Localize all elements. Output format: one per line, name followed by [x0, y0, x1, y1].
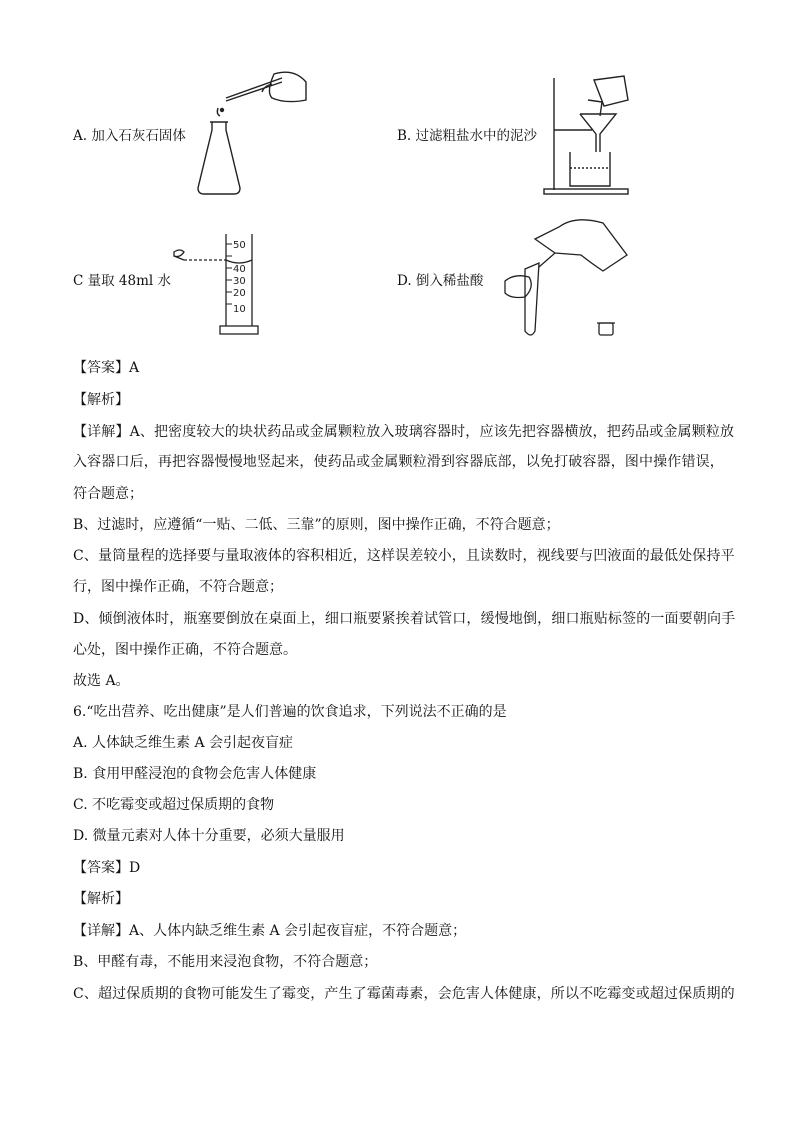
q5-explanation-b: B、过滤时，应遵循“一贴、二低、三靠”的原则，图中操作正确，不符合题意； — [73, 517, 560, 533]
option-c-label: C 量取 48ml 水 — [73, 273, 172, 289]
q5-explanation-c-2: 行，图中操作正确，不符合题意； — [73, 579, 283, 595]
q5-explanation-a-2: 入容器口后，再把容器慢慢地竖起来，使药品或金属颗粒滑到容器底部，以免打破容器，图中操作错误， — [73, 454, 724, 470]
q6-analysis-heading: 【解析】 — [73, 891, 129, 907]
q5-explanation-a-3: 符合题意； — [73, 486, 143, 502]
q5-explanation-a-1: 【详解】A、把密度较大的块状药品或金属颗粒放入玻璃容器时，应该先把容器横放，把药品或金属颗粒放 — [73, 424, 735, 440]
figure-d-pouring — [495, 215, 635, 345]
q6-explanation-a: 【详解】A、人体内缺乏维生素 A 会引起夜盲症，不符合题意； — [73, 923, 467, 939]
q6-option-a: A. 人体缺乏维生素 A 会引起夜盲症 — [73, 735, 294, 751]
q6-explanation-b: B、甲醛有毒，不能用来浸泡食物，不符合题意； — [73, 954, 378, 970]
option-a-label: A. 加入石灰石固体 — [73, 128, 186, 144]
figure-a-flask-tweezers — [190, 70, 310, 198]
q6-option-c: C. 不吃霉变或超过保质期的食物 — [73, 797, 275, 813]
cylinder-tick-50: 50 — [233, 240, 246, 251]
q5-explanation-d-1: D、倾倒液体时，瓶塞要倒放在桌面上，细口瓶要紧挨着试管口，缓慢地倒，细口瓶贴标签的一面要朝向手 — [73, 611, 736, 627]
cylinder-tick-40: 40 — [233, 264, 246, 275]
figure-c-graduated-cylinder — [170, 230, 270, 338]
q5-conclusion: 故选 A。 — [73, 673, 130, 689]
q5-analysis-heading: 【解析】 — [73, 392, 129, 408]
cylinder-tick-10: 10 — [233, 304, 246, 315]
q6-option-b: B. 食用甲醛浸泡的食物会危害人体健康 — [73, 766, 317, 782]
cylinder-tick-20: 20 — [233, 288, 246, 299]
option-d-label: D. 倒入稀盐酸 — [397, 273, 484, 289]
q5-explanation-d-2: 心处，图中操作正确，不符合题意。 — [73, 642, 297, 658]
q5-answer: 【答案】A — [73, 360, 140, 376]
option-b-label: B. 过滤粗盐水中的泥沙 — [397, 128, 538, 144]
cylinder-tick-30: 30 — [233, 276, 246, 287]
q6-answer: 【答案】D — [73, 860, 141, 876]
figure-b-filtration — [540, 72, 640, 196]
q5-explanation-c-1: C、量筒量程的选择要与量取液体的容积相近，这样误差较小，且读数时，视线要与凹液面的最低处保持平 — [73, 548, 735, 564]
q6-question: 6.“吃出营养、吃出健康”是人们普遍的饮食追求，下列说法不正确的是 — [73, 704, 507, 720]
q6-explanation-c: C、超过保质期的食物可能发生了霉变，产生了霉菌毒素，会危害人体健康，所以不吃霉变或超过保质期的 — [73, 986, 735, 1002]
q6-option-d: D. 微量元素对人体十分重要，必须大量服用 — [73, 828, 345, 844]
